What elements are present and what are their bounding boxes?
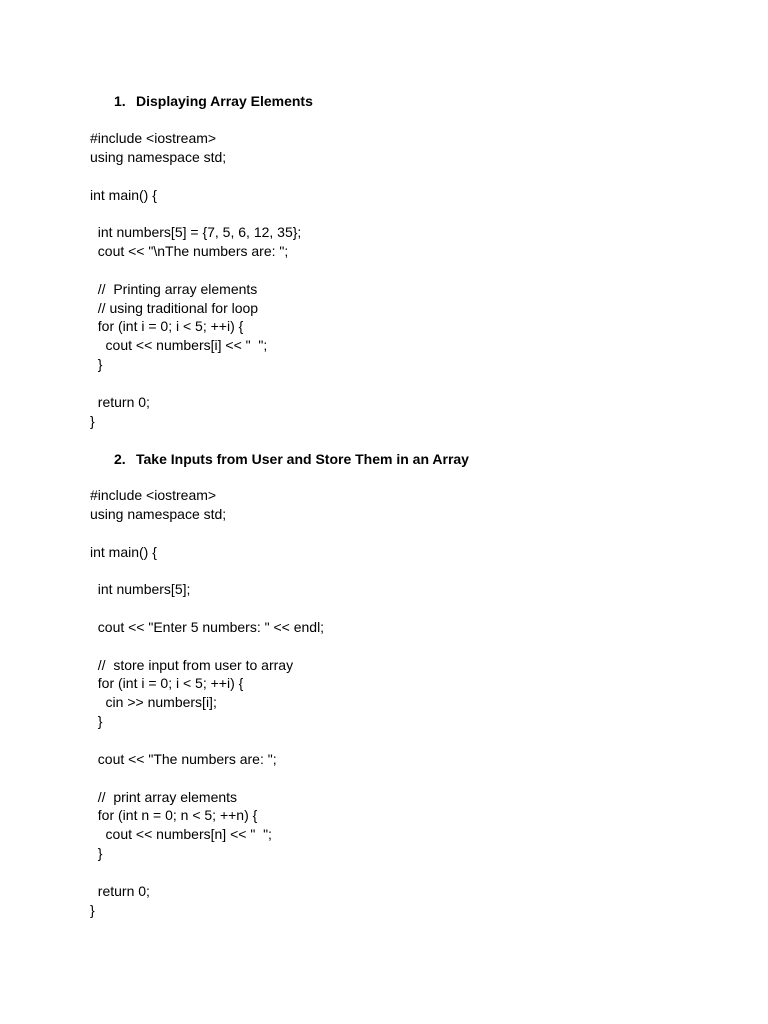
code-line — [90, 769, 324, 788]
code-line: for (int i = 0; i < 5; ++i) { — [90, 675, 244, 692]
code-line: for (int i = 0; i < 5; ++i) { — [90, 318, 244, 335]
section-1-title: Displaying Array Elements — [136, 93, 313, 109]
code-line: return 0; — [90, 882, 150, 899]
code-line: cin >> numbers[i]; — [90, 694, 217, 711]
code-line — [90, 637, 324, 656]
code-line — [90, 204, 301, 223]
code-line — [90, 261, 301, 280]
code-line: cout << "\nThe numbers are: "; — [90, 243, 289, 260]
code-line: for (int n = 0; n < 5; ++n) { — [90, 807, 258, 824]
section-2-number: 2. — [114, 451, 126, 467]
code-line: int main() { — [90, 543, 157, 560]
code-line: // Printing array elements — [90, 280, 258, 297]
code-line — [90, 731, 324, 750]
code-line: // print array elements — [90, 788, 238, 805]
code-line: cout << "The numbers are: "; — [90, 750, 277, 767]
section-2-title: Take Inputs from User and Store Them in an Array — [136, 451, 469, 467]
code-line: #include <iostream> — [90, 487, 217, 503]
code-line — [90, 599, 324, 618]
code-line: } — [90, 412, 95, 429]
code-line: // using traditional for loop — [90, 299, 259, 316]
code-line: int numbers[5] = {7, 5, 6, 12, 35}; — [90, 224, 302, 241]
code-line: } — [90, 901, 95, 918]
section-1-number: 1. — [114, 93, 126, 109]
code-line — [90, 167, 301, 186]
code-line — [90, 374, 301, 393]
code-line: } — [90, 845, 103, 862]
code-line — [90, 524, 324, 543]
code-line: cout << "Enter 5 numbers: " << endl; — [90, 618, 325, 635]
code-line: cout << numbers[i] << " "; — [90, 337, 268, 354]
code-line: using namespace std; — [90, 505, 227, 522]
section-2-heading — [114, 450, 469, 468]
section-1-code-block — [90, 129, 301, 431]
section-2-code-block — [90, 486, 324, 919]
code-line: } — [90, 356, 103, 373]
code-line: int main() { — [90, 186, 157, 203]
code-line: using namespace std; — [90, 148, 227, 165]
code-line — [90, 561, 324, 580]
section-1-heading — [114, 92, 313, 110]
code-line: } — [90, 713, 103, 730]
code-line: return 0; — [90, 393, 150, 410]
code-line: // store input from user to array — [90, 656, 294, 673]
code-line: int numbers[5]; — [90, 581, 191, 598]
code-line: #include <iostream> — [90, 130, 217, 146]
code-line: cout << numbers[n] << " "; — [90, 826, 272, 843]
code-line — [90, 863, 324, 882]
